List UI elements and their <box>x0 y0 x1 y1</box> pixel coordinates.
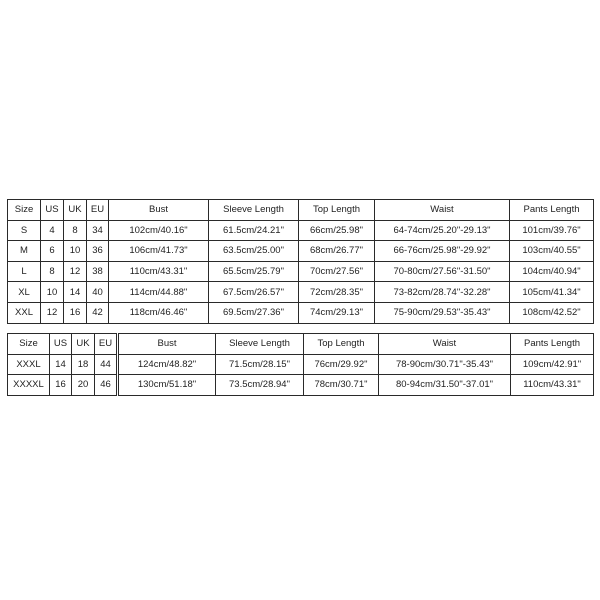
table-cell: 73.5cm/28.94" <box>216 375 304 396</box>
table-cell: S <box>8 220 41 241</box>
table-cell: 38 <box>87 261 109 282</box>
column-header: Size <box>8 334 50 355</box>
size-chart-body <box>8 200 594 324</box>
table-cell: 14 <box>50 354 72 375</box>
size-chart-table <box>7 199 594 324</box>
table-cell: 36 <box>87 241 109 262</box>
column-header: US <box>41 200 64 221</box>
table-row <box>8 282 594 303</box>
table-cell: 66cm/25.98" <box>299 220 375 241</box>
table-row <box>8 220 594 241</box>
table-row <box>8 302 594 323</box>
column-header: Pants Length <box>510 200 594 221</box>
table-cell: 78cm/30.71" <box>304 375 379 396</box>
table-cell: 105cm/41.34" <box>510 282 594 303</box>
table-row <box>8 354 594 375</box>
table-cell: 71.5cm/28.15" <box>216 354 304 375</box>
table-cell: 6 <box>41 241 64 262</box>
column-header: Sleeve Length <box>216 334 304 355</box>
table-cell: 65.5cm/25.79" <box>209 261 299 282</box>
table-cell: 109cm/42.91" <box>511 354 594 375</box>
table-cell: 69.5cm/27.36" <box>209 302 299 323</box>
table-cell: 114cm/44.88" <box>109 282 209 303</box>
column-header: EU <box>95 334 117 355</box>
column-header: Bust <box>119 334 216 355</box>
table-cell: 12 <box>41 302 64 323</box>
table-cell: XXXXL <box>8 375 50 396</box>
table-cell: 34 <box>87 220 109 241</box>
table-cell: 78-90cm/30.71"-35.43" <box>379 354 511 375</box>
table-cell: 76cm/29.92" <box>304 354 379 375</box>
table-cell: 68cm/26.77" <box>299 241 375 262</box>
table-cell: 101cm/39.76" <box>510 220 594 241</box>
table-row <box>8 375 594 396</box>
column-header: Bust <box>109 200 209 221</box>
table-cell: 70-80cm/27.56"-31.50" <box>375 261 510 282</box>
table-cell: 102cm/40.16" <box>109 220 209 241</box>
column-header: Sleeve Length <box>209 200 299 221</box>
column-header: UK <box>64 200 87 221</box>
table-cell: M <box>8 241 41 262</box>
table-cell: 70cm/27.56" <box>299 261 375 282</box>
table-cell: XXXL <box>8 354 50 375</box>
table-cell: 14 <box>64 282 87 303</box>
column-header: Top Length <box>299 200 375 221</box>
table-cell: L <box>8 261 41 282</box>
column-header: Waist <box>379 334 511 355</box>
table-cell: 72cm/28.35" <box>299 282 375 303</box>
column-header: Size <box>8 200 41 221</box>
table-cell: 118cm/46.46" <box>109 302 209 323</box>
table-cell: 73-82cm/28.74"-32.28" <box>375 282 510 303</box>
table-cell: 44 <box>95 354 117 375</box>
table-cell: 124cm/48.82" <box>119 354 216 375</box>
table-cell: 20 <box>72 375 95 396</box>
column-header: Waist <box>375 200 510 221</box>
header-row <box>8 200 594 221</box>
table-cell: 106cm/41.73" <box>109 241 209 262</box>
table-cell: 103cm/40.55" <box>510 241 594 262</box>
table-cell: 64-74cm/25.20"-29.13" <box>375 220 510 241</box>
table-cell: 10 <box>64 241 87 262</box>
table-cell: 66-76cm/25.98"-29.92" <box>375 241 510 262</box>
column-header: UK <box>72 334 95 355</box>
table-cell: 8 <box>64 220 87 241</box>
table-cell: XL <box>8 282 41 303</box>
column-header: US <box>50 334 72 355</box>
table-cell: 75-90cm/29.53"-35.43" <box>375 302 510 323</box>
table-cell: 10 <box>41 282 64 303</box>
table-cell: 67.5cm/26.57" <box>209 282 299 303</box>
table-cell: 18 <box>72 354 95 375</box>
table-cell: 104cm/40.94" <box>510 261 594 282</box>
table-cell: XXL <box>8 302 41 323</box>
table-cell: 4 <box>41 220 64 241</box>
table-cell: 16 <box>64 302 87 323</box>
header-row <box>8 334 594 355</box>
table-cell: 16 <box>50 375 72 396</box>
table-row <box>8 261 594 282</box>
table-cell: 46 <box>95 375 117 396</box>
table-cell: 110cm/43.31" <box>109 261 209 282</box>
table-cell: 12 <box>64 261 87 282</box>
extended-size-chart-table <box>7 333 594 396</box>
column-header: EU <box>87 200 109 221</box>
table-cell: 61.5cm/24.21" <box>209 220 299 241</box>
table-row <box>8 241 594 262</box>
column-header: Top Length <box>304 334 379 355</box>
table-cell: 63.5cm/25.00" <box>209 241 299 262</box>
table-cell: 80-94cm/31.50"-37.01" <box>379 375 511 396</box>
table-cell: 8 <box>41 261 64 282</box>
extended-size-chart-body <box>8 334 594 396</box>
table-cell: 110cm/43.31" <box>511 375 594 396</box>
table-cell: 40 <box>87 282 109 303</box>
table-cell: 130cm/51.18" <box>119 375 216 396</box>
table-cell: 74cm/29.13" <box>299 302 375 323</box>
table-cell: 108cm/42.52" <box>510 302 594 323</box>
table-cell: 42 <box>87 302 109 323</box>
column-header: Pants Length <box>511 334 594 355</box>
